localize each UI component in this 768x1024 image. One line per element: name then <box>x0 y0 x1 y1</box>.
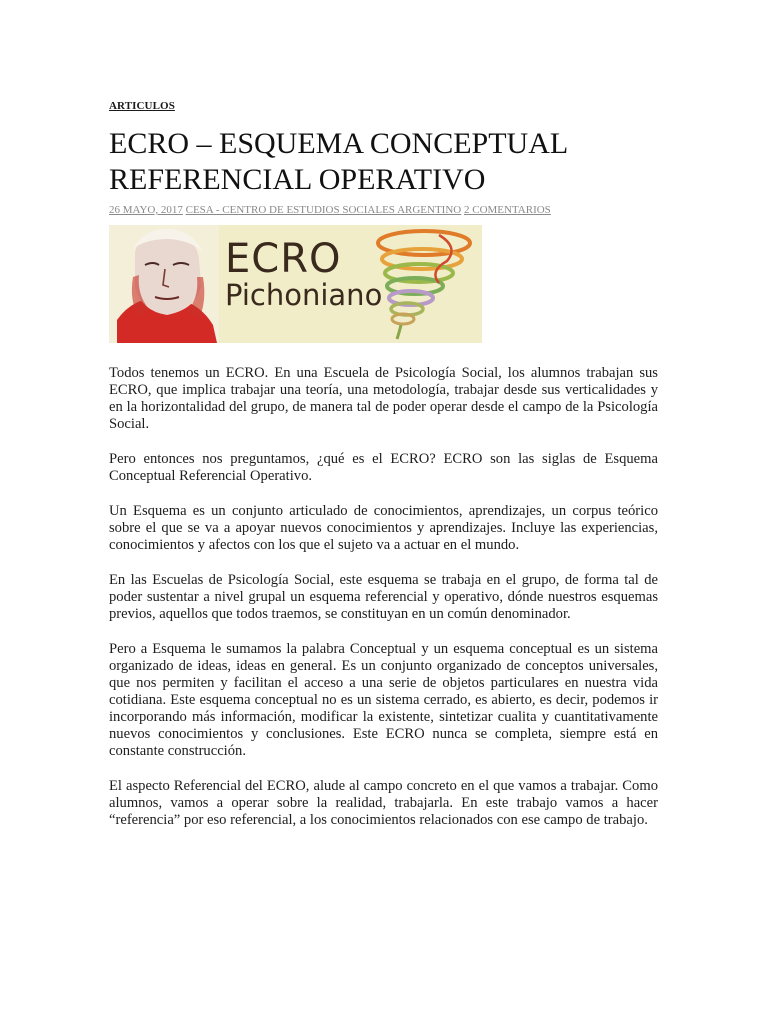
paragraph: En las Escuelas de Psicología Social, este esquema se trabaja en el grupo, de forma tal de poder sustentar a nivel grupal un esquema referencial y operativo, dónde nuestros esquemas previos, aquellos que todos traemos, se constituyan en un común denominador. <box>109 572 658 622</box>
paragraph: Pero a Esquema le sumamos la palabra Conceptual y un esquema conceptual es un sistema organizado de ideas, ideas en general. Es un conjunto organizado de conceptos universales, que nos permiten y facilitan el acceso a una serie de objetos particulares en nuestra vida cotidiana. Este esquema conceptual no es un sistema cerrado, es abierto, es decir, podemos ir incorporando más información, modificar la existente, sintetizar cualita y cuantitativamente nuevos conocimientos y conclusiones. Este ECRO nunca se completa, siempre está en constante construcción. <box>109 641 658 759</box>
article-meta <box>109 204 658 216</box>
article-title: ECRO – ESQUEMA CONCEPTUAL REFERENCIAL OPERATIVO <box>109 127 568 196</box>
banner-title-text: ECRO <box>225 236 342 282</box>
comments-link[interactable]: 2 COMENTARIOS <box>463 204 551 216</box>
paragraph: Pero entonces nos preguntamos, ¿qué es el ECRO? ECRO son las siglas de Esquema Conceptual Referencial Operativo. <box>109 451 658 484</box>
paragraph: Todos tenemos un ECRO. En una Escuela de Psicología Social, los alumnos trabajan sus ECRO, que implica trabajar una teoría, una metodología, trabajar desde sus verticalidades y en la horizontalidad del grupo, de manera tal de poder operar desde el campo de la Psicología Social. <box>109 365 658 432</box>
paragraph: Un Esquema es un conjunto articulado de conocimientos, aprendizajes, un corpus teórico sobre el que se va a apoyar nuevos conocimientos y aprendizajes. Incluye las experiencias, conocimientos y afectos con los que el sujeto va a actuar en el mundo. <box>109 503 658 553</box>
spiral-cone-graphic <box>378 231 470 339</box>
article-container <box>109 96 658 847</box>
author-link[interactable]: CESA - CENTRO DE ESTUDIOS SOCIALES ARGENTINO <box>185 204 462 216</box>
date-link[interactable]: 26 MAYO, 2017 <box>109 204 183 216</box>
paragraph: El aspecto Referencial del ECRO, alude al campo concreto en el que vamos a trabajar. Como alumnos, vamos a operar sobre la realidad, trabajarla. En este trabajo vamos a hacer “referencia” por eso referencial, a los conocimientos relacionados con ese campo de trabajo. <box>109 778 658 828</box>
banner-subtitle-text: Pichoniano <box>225 278 383 312</box>
ecro-banner-image <box>109 225 482 343</box>
portrait-image <box>109 225 219 343</box>
category-link[interactable]: ARTICULOS <box>109 100 175 112</box>
article-body <box>109 365 658 829</box>
